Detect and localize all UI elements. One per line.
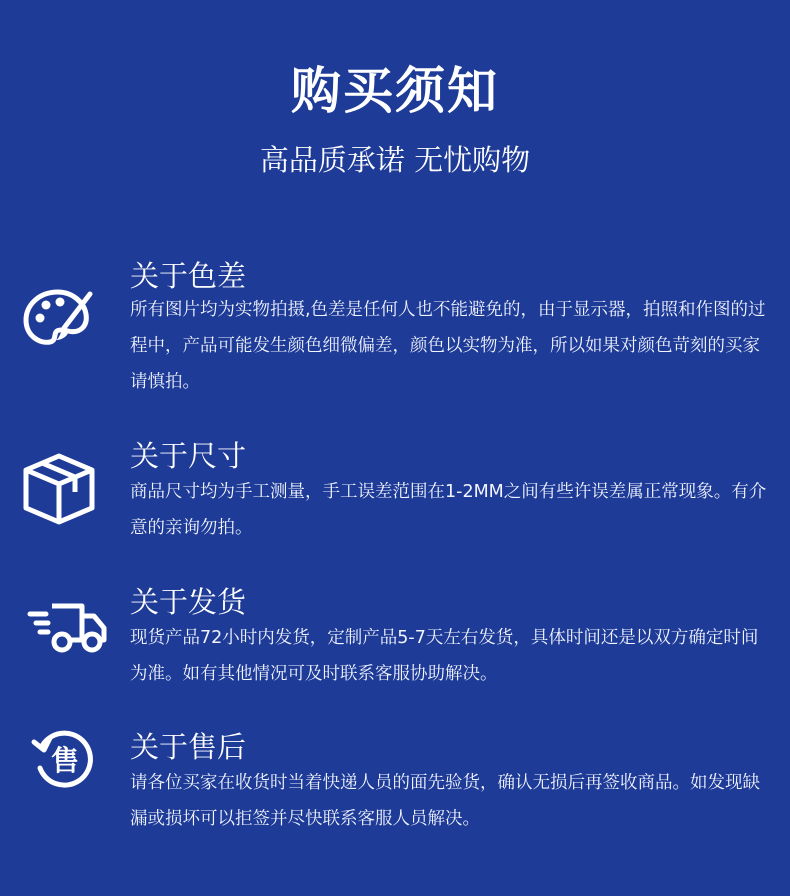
section-body: 所有图片均为实物拍摄,色差是任何人也不能避免的，由于显示器，拍照和作图的过程中，产品可能发生颜色细微偏差，颜色以实物为准，所以如果对颜色苛刻的买家请慎拍。 bbox=[130, 300, 766, 392]
section-title: 关于发货 bbox=[130, 585, 247, 619]
box-icon bbox=[20, 450, 98, 528]
page-subtitle: 高品质承诺 无忧购物 bbox=[259, 143, 531, 177]
after-sales-icon bbox=[30, 724, 100, 794]
section-title: 关于尺寸 bbox=[130, 439, 247, 473]
section-title: 关于色差 bbox=[130, 259, 247, 293]
after-sales-icon-label: 售 bbox=[50, 744, 80, 777]
page-title: 购买须知 bbox=[291, 62, 499, 120]
section-body: 现货产品72小时内发货，定制产品5-7天左右发货，具体时间还是以双方确定时间为准。如有其他情况可及时联系客服协助解决。 bbox=[130, 628, 759, 684]
section-body: 商品尺寸均为手工测量，手工误差范围在1-2MM之间有些许误差属正常现象。有介意的亲询勿拍。 bbox=[130, 482, 767, 538]
section-body: 请各位买家在收货时当着快递人员的面先验货，确认无损后再签收商品。如发现缺漏或损坏可以拒签并尽快联系客服人员解决。 bbox=[130, 773, 760, 829]
palette-icon bbox=[20, 280, 98, 358]
section-title: 关于售后 bbox=[130, 730, 247, 764]
delivery-truck-icon bbox=[26, 588, 110, 666]
